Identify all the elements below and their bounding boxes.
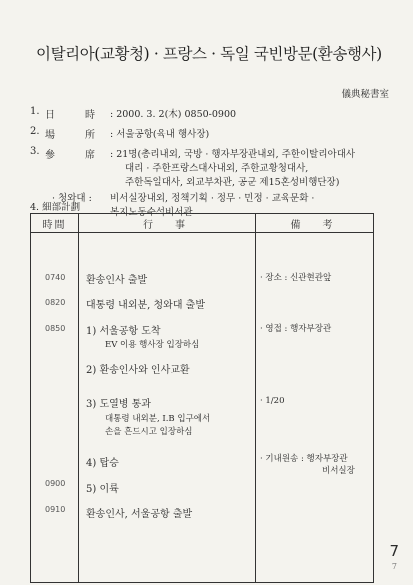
item-1-label: 日 時 [45, 110, 95, 121]
cheongwadae-line: 복지노동수석비서관 [110, 207, 193, 218]
time-cell: 0900 [45, 479, 66, 488]
header-time: 時間 [31, 214, 79, 233]
note-item: 비서실장 [322, 466, 355, 476]
event-item: 4) 탑승 [86, 458, 119, 469]
schedule-table [30, 213, 374, 583]
time-cell: 0820 [45, 298, 66, 307]
header-event: 行 事 [79, 214, 256, 233]
item-3-label: 參 席 [45, 150, 95, 161]
attendees-line: 주한독일대사, 외교부차관, 공군 제15혼성비행단장) [125, 177, 340, 188]
event-detail: 손을 흔드시고 입장하심 [105, 427, 193, 437]
event-item: 2) 환송인사와 인사교환 [86, 365, 190, 376]
attendees-line: 대리 · 주한프랑스대사내외, 주한교황청대사, [125, 163, 309, 174]
item-2-value: : 서울공항(육내 행사장) [110, 129, 210, 140]
note-item: · 장소 : 신관현관앞 [260, 273, 332, 283]
time-column [31, 233, 79, 583]
page-title: 이탈리아(교황청) · 프랑스 · 독일 국빈방문(환송행사) [36, 45, 382, 63]
item-3-number: 3. [30, 146, 40, 157]
note-item: · 영접 : 행자부장관 [260, 324, 332, 334]
event-item: 1) 서울공항 도착 [86, 326, 161, 337]
header-note: 備 考 [256, 214, 374, 233]
item-1-value: : 2000. 3. 2(木) 0850-0900 [110, 109, 237, 120]
item-1-number: 1. [30, 106, 40, 117]
time-cell: 0910 [45, 505, 66, 514]
event-detail: EV 이용 행사장 입장하심 [105, 340, 200, 350]
item-2-label: 場 所 [45, 130, 95, 141]
event-column [79, 233, 256, 583]
page-sub-number: 7 [391, 562, 397, 571]
cheongwadae-line: 비서실장내외, 정책기획 · 정무 · 민정 · 교육문화 · [110, 193, 315, 204]
item-3-value: : 21명(총리내외, 국방 · 행자부장관내외, 주한이탈리아대사 [110, 149, 356, 160]
page-number: 7 [389, 542, 399, 560]
time-cell: 0740 [45, 273, 66, 282]
event-item: 대통령 내외분, 청와대 출발 [86, 300, 205, 311]
event-item: 환송인사 출발 [86, 275, 148, 286]
time-cell: 0850 [45, 324, 66, 333]
event-item: 3) 도열병 통과 [86, 399, 151, 410]
department-label: 儀典秘書室 [341, 89, 389, 100]
cheongwadae-label: · 청와대 : [52, 193, 92, 204]
event-detail: 대통령 내외분, I.B 입구에서 [105, 414, 211, 424]
note-column [256, 233, 374, 583]
note-item: · 기내원송 : 행자부장관 [260, 454, 348, 464]
note-item: · 1/20 [260, 396, 285, 406]
item-2-number: 2. [30, 126, 40, 137]
event-item: 5) 이륙 [86, 484, 119, 495]
schedule-heading: 4. 細部計劃 [30, 202, 81, 213]
event-item: 환송인사, 서울공항 출발 [86, 509, 193, 520]
